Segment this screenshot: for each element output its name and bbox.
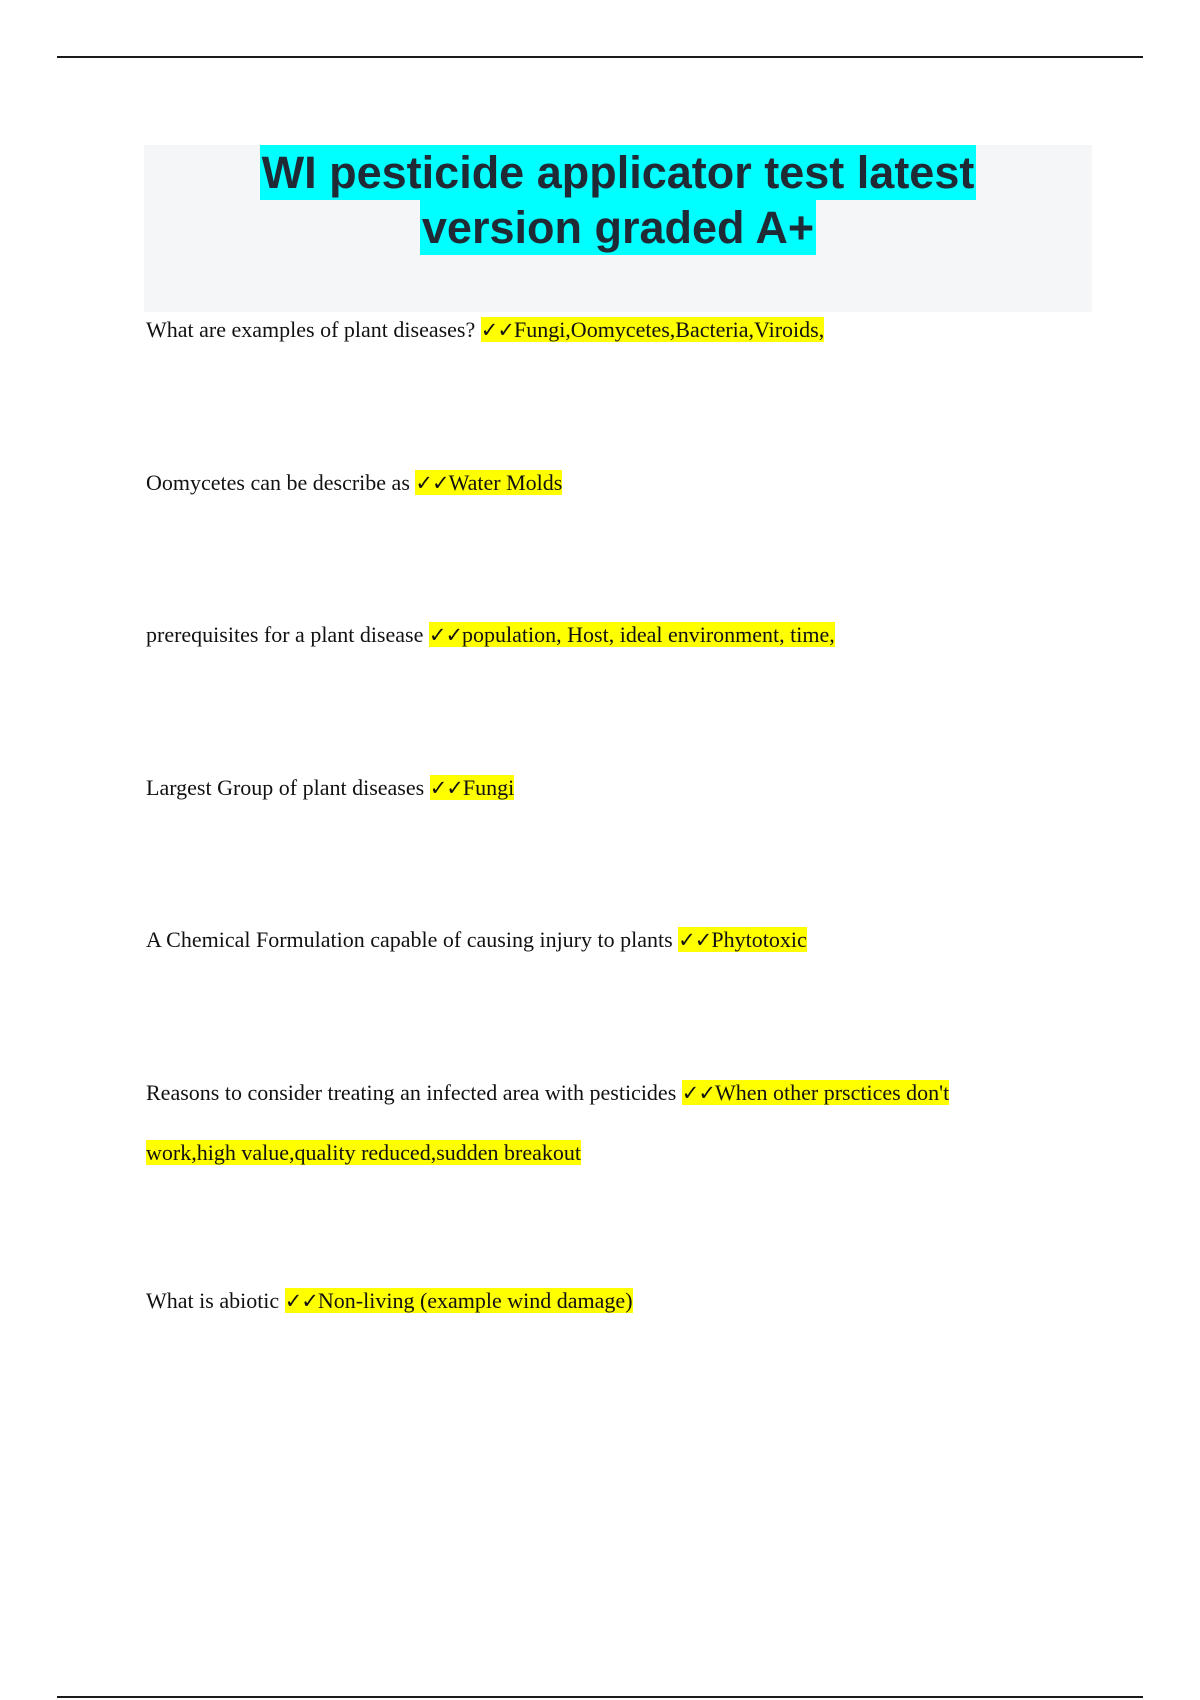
qa-item-5 xyxy=(146,910,1106,970)
answer-text: Water Molds xyxy=(448,470,563,495)
question-text: Oomycetes can be describe as xyxy=(146,470,410,495)
qa-item-2 xyxy=(146,453,1106,513)
qa-item-4 xyxy=(146,758,1106,818)
qa-item-6 xyxy=(146,1063,1106,1183)
answer-highlight xyxy=(285,1288,633,1313)
question-text: What is abiotic xyxy=(146,1288,280,1313)
answer-highlight-continued xyxy=(146,1140,581,1165)
answer-text: Phytotoxic xyxy=(711,927,807,952)
answer-highlight xyxy=(430,775,515,800)
question-text: Largest Group of plant diseases xyxy=(146,775,425,800)
question-text: What are examples of plant diseases? xyxy=(146,317,476,342)
title-block xyxy=(144,145,1092,312)
check-icon: ✓✓ xyxy=(284,1289,318,1313)
check-icon: ✓✓ xyxy=(429,776,463,800)
check-icon: ✓✓ xyxy=(415,471,449,495)
answer-text: population, Host, ideal environment, time, xyxy=(462,622,835,647)
check-icon: ✓✓ xyxy=(678,928,712,952)
answer-text: Fungi xyxy=(462,775,515,800)
title-line-1: WI pesticide applicator test latest xyxy=(261,147,975,198)
question-text: A Chemical Formulation capable of causing injury to plants xyxy=(146,927,673,952)
answer-highlight xyxy=(682,1080,949,1105)
answer-text: Fungi,Oomycetes,Bacteria,Viroids, xyxy=(513,317,825,342)
question-text: prerequisites for a plant disease xyxy=(146,622,424,647)
answer-highlight xyxy=(481,317,824,342)
qa-item-7 xyxy=(146,1271,1106,1331)
check-icon: ✓✓ xyxy=(681,1081,715,1105)
bottom-rule xyxy=(57,1696,1143,1698)
title-line-2: version graded A+ xyxy=(421,202,815,253)
page-title xyxy=(144,145,1092,255)
answer-highlight xyxy=(678,927,807,952)
answer-highlight xyxy=(415,470,562,495)
answer-text: Non-living (example wind damage) xyxy=(317,1288,633,1313)
question-text: Reasons to consider treating an infected area with pesticides xyxy=(146,1080,677,1105)
qa-item-3 xyxy=(146,605,1106,665)
answer-highlight xyxy=(429,622,835,647)
answer-text-line-2: work,high value,quality reduced,sudden breakout xyxy=(146,1140,581,1165)
check-icon: ✓✓ xyxy=(428,623,463,647)
check-icon: ✓✓ xyxy=(480,318,514,342)
qa-item-1 xyxy=(146,300,1106,360)
answer-text-line-1: When other prsctices don't xyxy=(714,1080,950,1105)
top-rule xyxy=(57,56,1143,58)
